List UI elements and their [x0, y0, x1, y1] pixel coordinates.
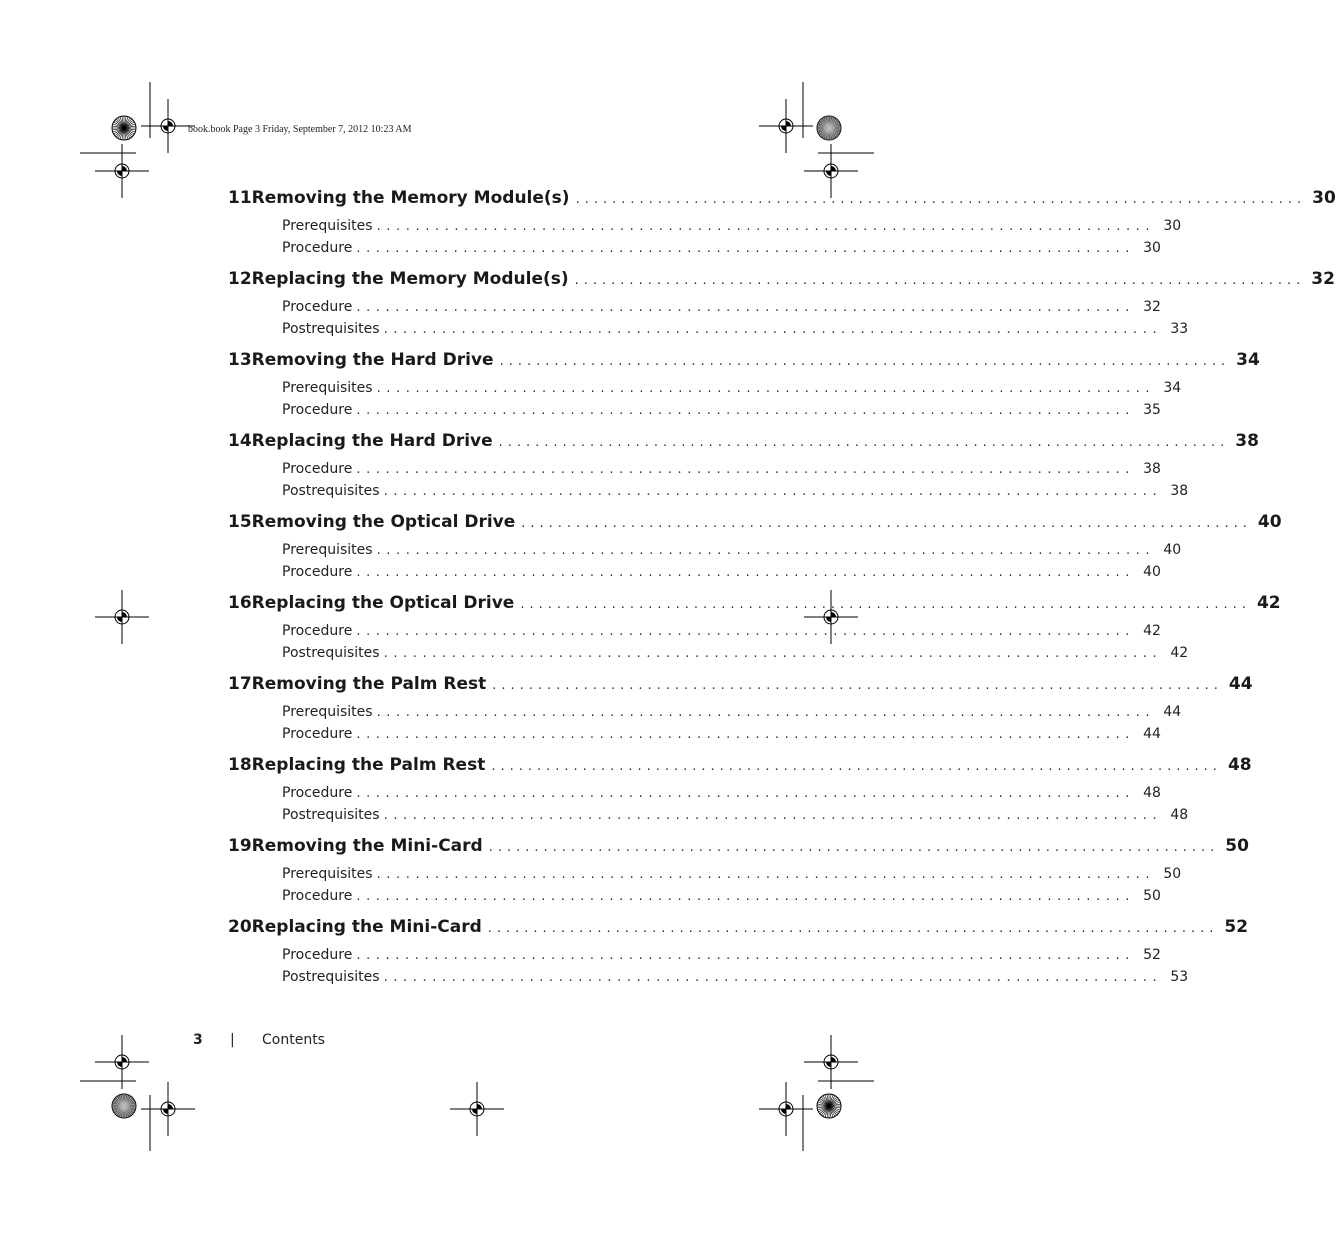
dot-leader: ................................................................................ [383, 646, 1163, 661]
chapter-page-number: 38 [1235, 431, 1259, 451]
subentry-page-number: 44 [1163, 704, 1182, 720]
toc-subentry[interactable] [282, 218, 1182, 240]
registration-mark [141, 1082, 195, 1136]
toc-chapter-entry[interactable] [228, 431, 1259, 461]
subentry-label: Procedure [282, 240, 353, 256]
color-wheel-mark [817, 1094, 841, 1118]
toc-subentry[interactable] [282, 645, 1189, 667]
toc-subentry[interactable] [282, 704, 1182, 726]
toc-chapter-entry[interactable] [228, 512, 1282, 542]
chapter-page-number: 32 [1311, 269, 1335, 289]
chapter-title: Replacing the Optical Drive [251, 593, 515, 613]
dot-leader: ................................................................................ [520, 597, 1251, 612]
toc-subentry[interactable] [282, 866, 1182, 888]
chapter-page-number: 52 [1224, 917, 1249, 937]
chapter-number: 20 [228, 917, 252, 937]
toc-chapter [228, 836, 1249, 917]
toc-subentry[interactable] [282, 807, 1189, 829]
registration-mark [141, 99, 195, 153]
chapter-number: 15 [228, 512, 252, 532]
toc-subentry[interactable] [282, 380, 1182, 402]
color-wheel-mark [817, 116, 841, 140]
dot-leader: ................................................................................ [356, 241, 1135, 256]
subentry-page-number: 32 [1143, 299, 1161, 315]
chapter-title: Replacing the Memory Module(s) [251, 269, 569, 289]
toc-chapter-entry[interactable] [228, 350, 1260, 380]
dot-leader: ................................................................................ [356, 403, 1135, 418]
subentry-label: Postrequisites [282, 969, 380, 985]
chapter-page-number: 44 [1228, 674, 1253, 694]
subentry-page-number: 40 [1143, 564, 1161, 580]
chapter-title: Replacing the Palm Rest [251, 755, 486, 775]
toc-subentry[interactable] [282, 321, 1189, 343]
registration-mark [450, 1082, 504, 1136]
footer-section-title: Contents [262, 1032, 325, 1048]
subentry-label: Procedure [282, 623, 353, 639]
chapter-page-number: 42 [1256, 593, 1281, 613]
dot-leader: ................................................................................ [498, 435, 1230, 450]
color-wheel-mark [112, 1094, 136, 1118]
chapter-title: Removing the Hard Drive [251, 350, 494, 370]
chapter-page-number: 40 [1257, 512, 1282, 532]
subentry-page-number: 30 [1163, 218, 1182, 234]
dot-leader: ................................................................................ [356, 624, 1135, 639]
toc-chapter-entry[interactable] [228, 674, 1253, 704]
subentry-label: Prerequisites [282, 704, 373, 720]
subentry-label: Procedure [282, 402, 353, 418]
subentry-page-number: 38 [1143, 461, 1161, 477]
chapter-title: Removing the Mini-Card [251, 836, 483, 856]
toc-subentry[interactable] [282, 888, 1161, 910]
toc-subentry[interactable] [282, 461, 1161, 483]
toc-chapter-entry[interactable] [228, 917, 1249, 947]
chapter-number: 13 [228, 350, 252, 370]
toc-subentry[interactable] [282, 402, 1161, 424]
toc-subentry[interactable] [282, 240, 1161, 262]
subentry-page-number: 53 [1170, 969, 1189, 985]
toc-subentry[interactable] [282, 947, 1161, 969]
toc-subentry[interactable] [282, 726, 1161, 748]
chapter-number: 18 [228, 755, 252, 775]
footer-separator: | [230, 1032, 235, 1048]
subentry-page-number: 30 [1143, 240, 1161, 256]
dot-leader: ................................................................................ [356, 565, 1135, 580]
chapter-number: 12 [228, 269, 252, 289]
subentry-page-number: 50 [1143, 888, 1161, 904]
subentry-label: Procedure [282, 564, 353, 580]
toc-chapter [228, 593, 1281, 674]
chapter-page-number: 50 [1225, 836, 1249, 856]
subentry-label: Postrequisites [282, 807, 380, 823]
dot-leader: ................................................................................ [487, 921, 1219, 936]
subentry-label: Procedure [282, 461, 353, 477]
dot-leader: ................................................................................ [376, 867, 1156, 882]
table-of-contents [228, 188, 1336, 998]
toc-chapter [228, 755, 1252, 836]
chapter-number: 16 [228, 593, 252, 613]
toc-subentry[interactable] [282, 969, 1189, 991]
subentry-label: Postrequisites [282, 645, 380, 661]
chapter-title: Replacing the Hard Drive [251, 431, 493, 451]
dot-leader: ................................................................................ [491, 759, 1222, 774]
toc-chapter [228, 431, 1259, 512]
color-wheel-mark [112, 116, 136, 140]
chapter-number: 14 [228, 431, 252, 451]
subentry-page-number: 42 [1143, 623, 1161, 639]
subentry-label: Procedure [282, 888, 353, 904]
chapter-title: Replacing the Mini-Card [251, 917, 482, 937]
subentry-label: Prerequisites [282, 866, 373, 882]
toc-chapter-entry[interactable] [228, 188, 1336, 218]
dot-leader: ................................................................................ [383, 484, 1163, 499]
subentry-page-number: 35 [1143, 402, 1161, 418]
subentry-page-number: 33 [1170, 321, 1189, 337]
toc-subentry[interactable] [282, 483, 1189, 505]
chapter-title: Removing the Memory Module(s) [251, 188, 570, 208]
dot-leader: ................................................................................ [356, 462, 1135, 477]
chapter-page-number: 30 [1312, 188, 1336, 208]
footer-page-number: 3 [193, 1032, 203, 1048]
toc-subentry[interactable] [282, 623, 1161, 645]
dot-leader: ................................................................................ [499, 354, 1231, 369]
registration-mark [95, 144, 149, 198]
toc-chapter [228, 512, 1282, 593]
dot-leader: ................................................................................ [492, 678, 1223, 693]
chapter-page-number: 34 [1236, 350, 1260, 370]
dot-leader: ................................................................................ [356, 300, 1135, 315]
subentry-label: Procedure [282, 299, 353, 315]
toc-chapter [228, 350, 1260, 431]
chapter-number: 19 [228, 836, 252, 856]
subentry-page-number: 42 [1170, 645, 1189, 661]
dot-leader: ................................................................................ [376, 705, 1156, 720]
subentry-page-number: 48 [1170, 807, 1189, 823]
dot-leader: ................................................................................ [383, 970, 1163, 985]
subentry-label: Postrequisites [282, 483, 380, 499]
registration-mark [804, 144, 858, 198]
dot-leader: ................................................................................ [488, 840, 1220, 855]
chapter-page-number: 48 [1227, 755, 1252, 775]
dot-leader: ................................................................................ [383, 322, 1163, 337]
dot-leader: ................................................................................ [356, 948, 1135, 963]
dot-leader: ................................................................................ [575, 192, 1307, 207]
print-slug: book.book Page 3 Friday, September 7, 2012 10:23 AM [188, 124, 412, 135]
subentry-page-number: 52 [1143, 947, 1161, 963]
toc-chapter [228, 674, 1253, 755]
chapter-number: 11 [228, 188, 252, 208]
subentry-page-number: 48 [1143, 785, 1161, 801]
chapter-title: Removing the Optical Drive [251, 512, 516, 532]
chapter-title: Removing the Palm Rest [251, 674, 487, 694]
subentry-label: Prerequisites [282, 542, 373, 558]
toc-subentry[interactable] [282, 542, 1182, 564]
registration-mark [95, 590, 149, 644]
registration-mark [759, 1082, 813, 1136]
dot-leader: ................................................................................ [356, 889, 1135, 904]
chapter-number: 17 [228, 674, 252, 694]
dot-leader: ................................................................................ [376, 381, 1156, 396]
dot-leader: ................................................................................ [383, 808, 1163, 823]
dot-leader: ................................................................................ [356, 727, 1135, 742]
toc-chapter [228, 269, 1335, 350]
toc-chapter [228, 188, 1336, 269]
subentry-page-number: 34 [1163, 380, 1182, 396]
subentry-label: Procedure [282, 726, 353, 742]
subentry-label: Procedure [282, 947, 353, 963]
subentry-label: Postrequisites [282, 321, 380, 337]
subentry-page-number: 44 [1143, 726, 1161, 742]
subentry-label: Prerequisites [282, 218, 373, 234]
dot-leader: ................................................................................ [356, 786, 1135, 801]
page-footer [193, 1032, 325, 1048]
subentry-page-number: 50 [1163, 866, 1182, 882]
toc-chapter-entry[interactable] [228, 755, 1252, 785]
toc-chapter-entry[interactable] [228, 593, 1281, 623]
dot-leader: ................................................................................ [521, 516, 1252, 531]
toc-subentry[interactable] [282, 564, 1161, 586]
subentry-label: Procedure [282, 785, 353, 801]
subentry-page-number: 38 [1170, 483, 1189, 499]
toc-chapter-entry[interactable] [228, 836, 1249, 866]
toc-chapter-entry[interactable] [228, 269, 1335, 299]
dot-leader: ................................................................................ [376, 543, 1156, 558]
toc-subentry[interactable] [282, 785, 1161, 807]
dot-leader: ................................................................................ [376, 219, 1156, 234]
dot-leader: ................................................................................ [574, 273, 1306, 288]
toc-chapter [228, 917, 1249, 998]
registration-mark [759, 99, 813, 153]
subentry-label: Prerequisites [282, 380, 373, 396]
subentry-page-number: 40 [1163, 542, 1182, 558]
toc-subentry[interactable] [282, 299, 1161, 321]
